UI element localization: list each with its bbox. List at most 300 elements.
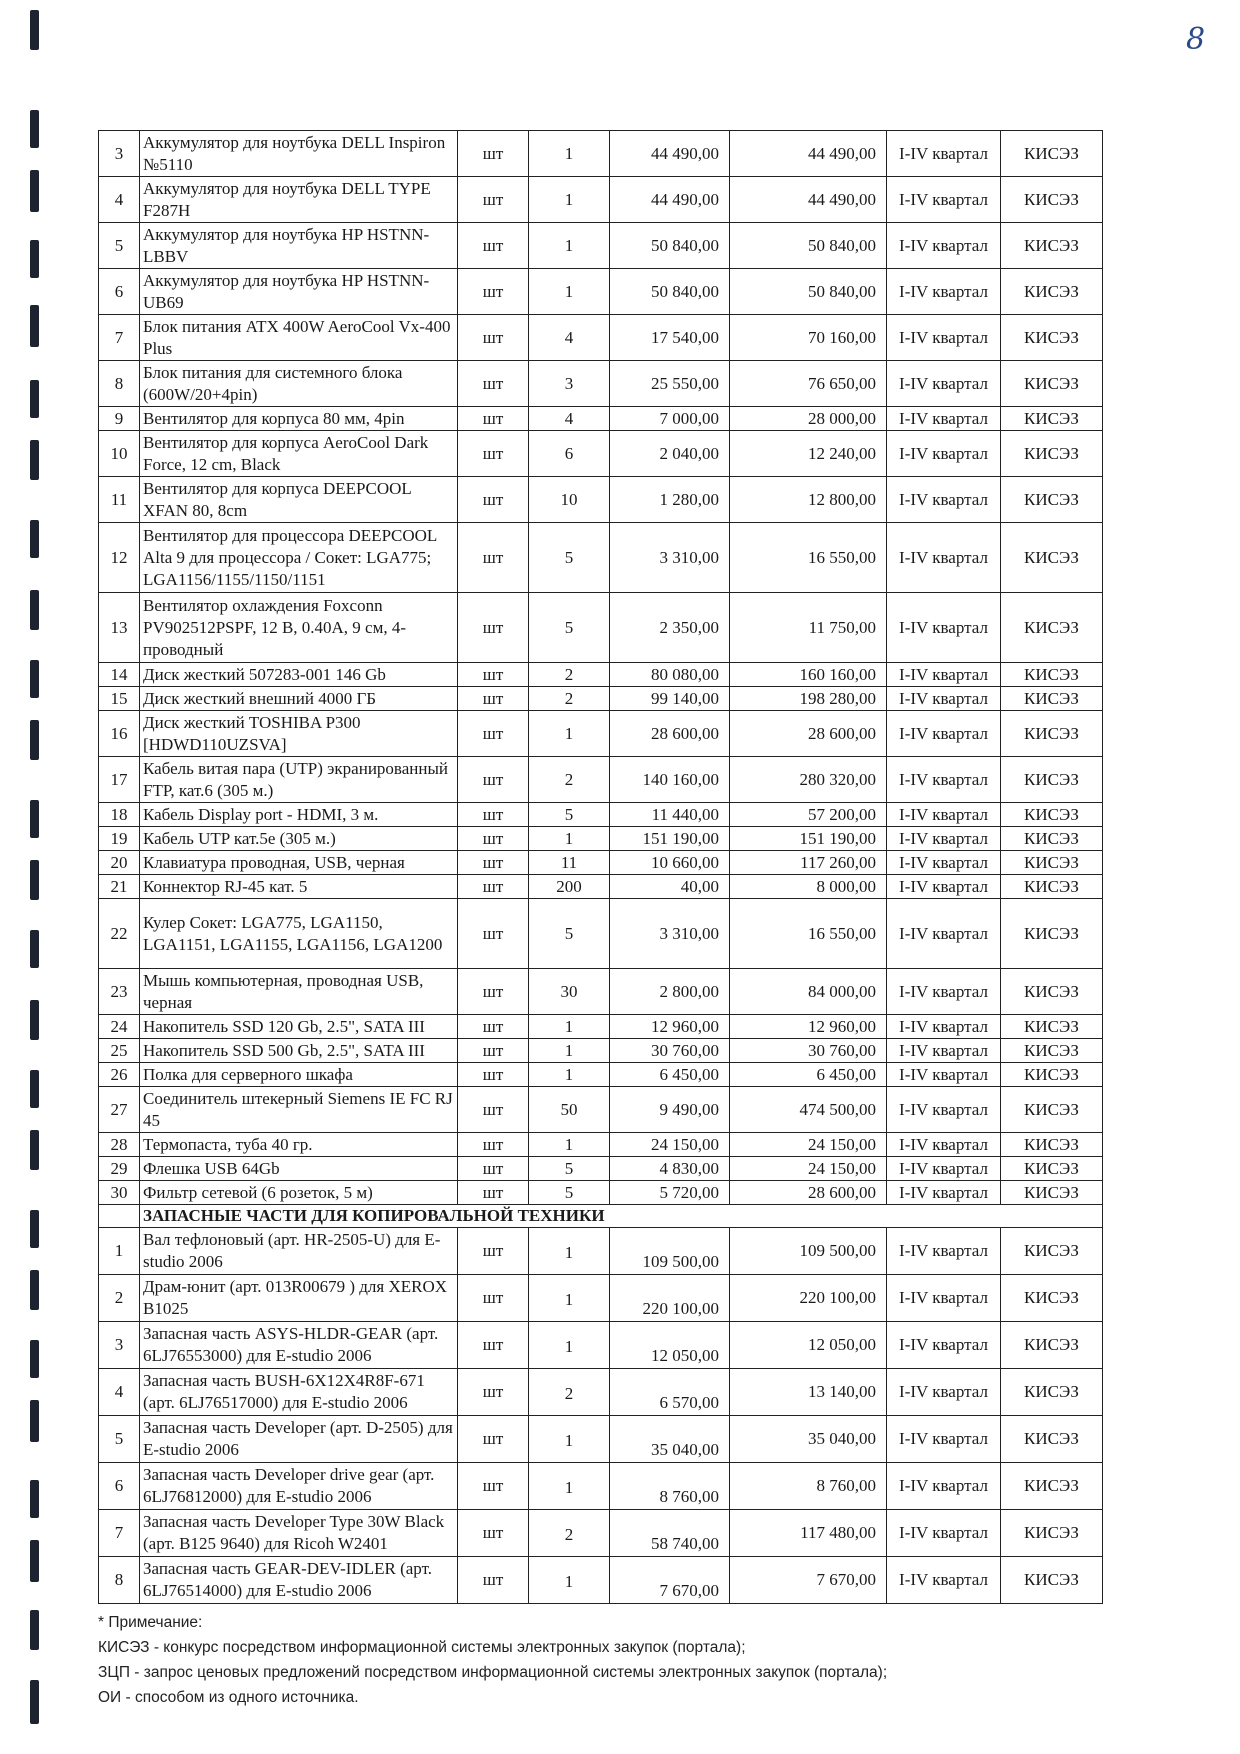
procurement-table [98, 130, 1103, 1604]
quantity-cell: 50 [529, 1087, 610, 1133]
total-amount-cell: 16 550,00 [730, 523, 887, 593]
item-name-cell: Накопитель SSD 500 Gb, 2.5", SATA III [140, 1039, 458, 1063]
unit-of-measure-cell: шт [458, 827, 529, 851]
total-amount-cell: 76 650,00 [730, 361, 887, 407]
unit-of-measure-cell: шт [458, 663, 529, 687]
unit-of-measure-cell: шт [458, 899, 529, 969]
unit-price-cell: 4 830,00 [610, 1157, 730, 1181]
total-amount-cell: 13 140,00 [730, 1369, 887, 1416]
section-row [99, 1205, 1103, 1228]
delivery-period-cell: I-IV квартал [887, 177, 1001, 223]
procurement-method-cell: КИСЭЗ [1001, 1463, 1103, 1510]
quantity-cell: 5 [529, 523, 610, 593]
procurement-method-cell: КИСЭЗ [1001, 407, 1103, 431]
item-name-cell: Фильтр сетевой (6 розеток, 5 м) [140, 1181, 458, 1205]
item-name-cell: Кабель Display port - HDMI, 3 м. [140, 803, 458, 827]
unit-price-cell: 220 100,00 [610, 1275, 730, 1322]
item-name-cell: Аккумулятор для ноутбука HP HSTNN-UB69 [140, 269, 458, 315]
quantity-cell: 1 [529, 1275, 610, 1322]
unit-of-measure-cell: шт [458, 593, 529, 663]
delivery-period-cell: I-IV квартал [887, 803, 1001, 827]
quantity-cell: 2 [529, 1510, 610, 1557]
table-row [99, 131, 1103, 177]
item-name-cell: Коннектор RJ-45 кат. 5 [140, 875, 458, 899]
item-name-cell: Блок питания для системного блока (600W/20+4pin) [140, 361, 458, 407]
delivery-period-cell: I-IV квартал [887, 523, 1001, 593]
unit-of-measure-cell: шт [458, 851, 529, 875]
delivery-period-cell: I-IV квартал [887, 875, 1001, 899]
total-amount-cell: 220 100,00 [730, 1275, 887, 1322]
total-amount-cell: 16 550,00 [730, 899, 887, 969]
unit-price-cell: 9 490,00 [610, 1087, 730, 1133]
quantity-cell: 5 [529, 593, 610, 663]
quantity-cell: 5 [529, 899, 610, 969]
quantity-cell: 1 [529, 1416, 610, 1463]
row-number-cell: 24 [99, 1015, 140, 1039]
unit-of-measure-cell: шт [458, 875, 529, 899]
total-amount-cell: 50 840,00 [730, 223, 887, 269]
table-row [99, 1557, 1103, 1604]
table-row [99, 1039, 1103, 1063]
unit-price-cell: 3 310,00 [610, 899, 730, 969]
item-name-cell: Аккумулятор для ноутбука HP HSTNN-LBBV [140, 223, 458, 269]
total-amount-cell: 280 320,00 [730, 757, 887, 803]
procurement-method-cell: КИСЭЗ [1001, 899, 1103, 969]
unit-of-measure-cell: шт [458, 223, 529, 269]
total-amount-cell: 198 280,00 [730, 687, 887, 711]
item-name-cell: Драм-юнит (арт. 013R00679 ) для XEROX B1025 [140, 1275, 458, 1322]
quantity-cell: 10 [529, 477, 610, 523]
delivery-period-cell: I-IV квартал [887, 223, 1001, 269]
delivery-period-cell: I-IV квартал [887, 1416, 1001, 1463]
binder-hole-mark [30, 930, 39, 968]
item-name-cell: Вентилятор охлаждения Foxconn PV902512PSPF, 12 В, 0.40А, 9 см, 4-проводный [140, 593, 458, 663]
item-name-cell: Термопаста, туба 40 гр. [140, 1133, 458, 1157]
unit-of-measure-cell: шт [458, 431, 529, 477]
quantity-cell: 4 [529, 315, 610, 361]
item-name-cell: Диск жесткий 507283-001 146 Gb [140, 663, 458, 687]
unit-of-measure-cell: шт [458, 1510, 529, 1557]
unit-of-measure-cell: шт [458, 1463, 529, 1510]
row-number-cell: 1 [99, 1228, 140, 1275]
table-row [99, 663, 1103, 687]
delivery-period-cell: I-IV квартал [887, 1087, 1001, 1133]
delivery-period-cell: I-IV квартал [887, 1557, 1001, 1604]
row-number-cell: 10 [99, 431, 140, 477]
table-row [99, 899, 1103, 969]
procurement-method-cell: КИСЭЗ [1001, 177, 1103, 223]
item-name-cell: Кабель UTP кат.5е (305 м.) [140, 827, 458, 851]
table-row [99, 269, 1103, 315]
item-name-cell: Запасная часть GEAR-DEV-IDLER (арт. 6LJ76514000) для E-studio 2006 [140, 1557, 458, 1604]
item-name-cell: Диск жесткий внешний 4000 ГБ [140, 687, 458, 711]
binder-hole-mark [30, 440, 39, 480]
table-row [99, 1157, 1103, 1181]
delivery-period-cell: I-IV квартал [887, 1157, 1001, 1181]
procurement-method-cell: КИСЭЗ [1001, 223, 1103, 269]
quantity-cell: 2 [529, 687, 610, 711]
item-name-cell: Запасная часть BUSH-6X12X4R8F-671 (арт. 6LJ76517000) для E-studio 2006 [140, 1369, 458, 1416]
row-number-cell: 13 [99, 593, 140, 663]
table-row [99, 523, 1103, 593]
item-name-cell: Блок питания ATX 400W AeroCool Vx-400 Plus [140, 315, 458, 361]
delivery-period-cell: I-IV квартал [887, 687, 1001, 711]
unit-of-measure-cell: шт [458, 1063, 529, 1087]
item-name-cell: Соединитель штекерный Siemens IE FC RJ 45 [140, 1087, 458, 1133]
total-amount-cell: 8 000,00 [730, 875, 887, 899]
procurement-method-cell: КИСЭЗ [1001, 1416, 1103, 1463]
table-row [99, 1228, 1103, 1275]
quantity-cell: 5 [529, 803, 610, 827]
procurement-method-cell: КИСЭЗ [1001, 1039, 1103, 1063]
delivery-period-cell: I-IV квартал [887, 827, 1001, 851]
row-number-cell: 27 [99, 1087, 140, 1133]
total-amount-cell: 11 750,00 [730, 593, 887, 663]
item-name-cell: Вал тефлоновый (арт. HR-2505-U) для E-studio 2006 [140, 1228, 458, 1275]
unit-price-cell: 5 720,00 [610, 1181, 730, 1205]
binder-hole-mark [30, 1340, 39, 1378]
procurement-table-wrapper [98, 130, 1102, 1604]
unit-of-measure-cell: шт [458, 1133, 529, 1157]
procurement-method-cell: КИСЭЗ [1001, 269, 1103, 315]
unit-of-measure-cell: шт [458, 1228, 529, 1275]
unit-of-measure-cell: шт [458, 969, 529, 1015]
quantity-cell: 1 [529, 177, 610, 223]
row-number-cell: 29 [99, 1157, 140, 1181]
row-number-cell: 28 [99, 1133, 140, 1157]
table-row [99, 1087, 1103, 1133]
row-number-cell: 17 [99, 757, 140, 803]
item-name-cell: Вентилятор для корпуса AeroCool Dark Force, 12 cm, Black [140, 431, 458, 477]
delivery-period-cell: I-IV квартал [887, 969, 1001, 1015]
delivery-period-cell: I-IV квартал [887, 899, 1001, 969]
unit-price-cell: 6 570,00 [610, 1369, 730, 1416]
total-amount-cell: 44 490,00 [730, 177, 887, 223]
table-row [99, 593, 1103, 663]
delivery-period-cell: I-IV квартал [887, 711, 1001, 757]
row-number-cell: 21 [99, 875, 140, 899]
procurement-method-cell: КИСЭЗ [1001, 711, 1103, 757]
binder-hole-mark [30, 1130, 39, 1170]
delivery-period-cell: I-IV квартал [887, 1015, 1001, 1039]
row-number-cell: 4 [99, 1369, 140, 1416]
procurement-method-cell: КИСЭЗ [1001, 827, 1103, 851]
table-row [99, 757, 1103, 803]
unit-of-measure-cell: шт [458, 711, 529, 757]
item-name-cell: Накопитель SSD 120 Gb, 2.5", SATA III [140, 1015, 458, 1039]
delivery-period-cell: I-IV квартал [887, 361, 1001, 407]
total-amount-cell: 12 240,00 [730, 431, 887, 477]
table-row [99, 315, 1103, 361]
total-amount-cell: 12 050,00 [730, 1322, 887, 1369]
section-title: ЗАПАСНЫЕ ЧАСТИ ДЛЯ КОПИРОВАЛЬНОЙ ТЕХНИКИ [140, 1205, 1103, 1228]
unit-price-cell: 8 760,00 [610, 1463, 730, 1510]
unit-price-cell: 44 490,00 [610, 131, 730, 177]
quantity-cell: 1 [529, 827, 610, 851]
row-number-cell: 6 [99, 1463, 140, 1510]
note-line: КИСЭЗ - конкурс посредством информационной системы электронных закупок (портала); [98, 1639, 746, 1656]
total-amount-cell: 8 760,00 [730, 1463, 887, 1510]
unit-price-cell: 7 000,00 [610, 407, 730, 431]
procurement-method-cell: КИСЭЗ [1001, 1063, 1103, 1087]
total-amount-cell: 24 150,00 [730, 1133, 887, 1157]
table-row [99, 223, 1103, 269]
quantity-cell: 2 [529, 757, 610, 803]
table-row [99, 1416, 1103, 1463]
unit-of-measure-cell: шт [458, 269, 529, 315]
quantity-cell: 3 [529, 361, 610, 407]
row-number-cell: 16 [99, 711, 140, 757]
procurement-method-cell: КИСЭЗ [1001, 687, 1103, 711]
procurement-method-cell: КИСЭЗ [1001, 1133, 1103, 1157]
row-number-cell: 19 [99, 827, 140, 851]
row-number-cell: 9 [99, 407, 140, 431]
unit-price-cell: 10 660,00 [610, 851, 730, 875]
procurement-method-cell: КИСЭЗ [1001, 663, 1103, 687]
binder-hole-mark [30, 1000, 39, 1040]
item-name-cell: Запасная часть Developer Type 30W Black (арт. B125 9640) для Ricoh W2401 [140, 1510, 458, 1557]
unit-of-measure-cell: шт [458, 803, 529, 827]
total-amount-cell: 70 160,00 [730, 315, 887, 361]
total-amount-cell: 117 260,00 [730, 851, 887, 875]
binder-hole-mark [30, 1270, 39, 1310]
delivery-period-cell: I-IV квартал [887, 1369, 1001, 1416]
row-number-cell: 30 [99, 1181, 140, 1205]
delivery-period-cell: I-IV квартал [887, 1039, 1001, 1063]
item-name-cell: Запасная часть Developer drive gear (арт. 6LJ76812000) для E-studio 2006 [140, 1463, 458, 1510]
delivery-period-cell: I-IV квартал [887, 1510, 1001, 1557]
delivery-period-cell: I-IV квартал [887, 1063, 1001, 1087]
unit-of-measure-cell: шт [458, 1087, 529, 1133]
procurement-method-cell: КИСЭЗ [1001, 1015, 1103, 1039]
table-row [99, 1133, 1103, 1157]
binder-hole-mark [30, 1210, 39, 1248]
section-empty-cell [99, 1205, 140, 1228]
item-name-cell: Запасная часть Developer (арт. D-2505) для E-studio 2006 [140, 1416, 458, 1463]
unit-price-cell: 6 450,00 [610, 1063, 730, 1087]
unit-price-cell: 3 310,00 [610, 523, 730, 593]
procurement-method-cell: КИСЭЗ [1001, 131, 1103, 177]
unit-of-measure-cell: шт [458, 687, 529, 711]
binder-hole-mark [30, 590, 39, 630]
binder-hole-mark [30, 1610, 39, 1650]
procurement-method-cell: КИСЭЗ [1001, 593, 1103, 663]
unit-of-measure-cell: шт [458, 757, 529, 803]
table-row [99, 1369, 1103, 1416]
delivery-period-cell: I-IV квартал [887, 131, 1001, 177]
item-name-cell: Вентилятор для корпуса 80 мм, 4pin [140, 407, 458, 431]
delivery-period-cell: I-IV квартал [887, 1228, 1001, 1275]
procurement-method-cell: КИСЭЗ [1001, 431, 1103, 477]
unit-price-cell: 44 490,00 [610, 177, 730, 223]
unit-price-cell: 58 740,00 [610, 1510, 730, 1557]
row-number-cell: 8 [99, 361, 140, 407]
delivery-period-cell: I-IV квартал [887, 851, 1001, 875]
procurement-method-cell: КИСЭЗ [1001, 757, 1103, 803]
item-name-cell: Флешка USB 64Gb [140, 1157, 458, 1181]
binder-hole-mark [30, 1400, 39, 1442]
row-number-cell: 7 [99, 315, 140, 361]
binder-hole-mark [30, 1480, 39, 1518]
row-number-cell: 3 [99, 131, 140, 177]
unit-price-cell: 80 080,00 [610, 663, 730, 687]
note-line: ЗЦП - запрос ценовых предложений посредством информационной системы электронных закупок (портала); [98, 1664, 888, 1681]
table-row [99, 711, 1103, 757]
row-number-cell: 15 [99, 687, 140, 711]
delivery-period-cell: I-IV квартал [887, 1181, 1001, 1205]
total-amount-cell: 28 600,00 [730, 1181, 887, 1205]
delivery-period-cell: I-IV квартал [887, 269, 1001, 315]
quantity-cell: 2 [529, 1369, 610, 1416]
row-number-cell: 23 [99, 969, 140, 1015]
unit-of-measure-cell: шт [458, 1181, 529, 1205]
unit-price-cell: 50 840,00 [610, 269, 730, 315]
item-name-cell: Мышь компьютерная, проводная USB, черная [140, 969, 458, 1015]
row-number-cell: 5 [99, 1416, 140, 1463]
procurement-method-cell: КИСЭЗ [1001, 1275, 1103, 1322]
delivery-period-cell: I-IV квартал [887, 407, 1001, 431]
item-name-cell: Аккумулятор для ноутбука DELL TYPE F287H [140, 177, 458, 223]
unit-price-cell: 12 960,00 [610, 1015, 730, 1039]
quantity-cell: 1 [529, 1039, 610, 1063]
unit-price-cell: 25 550,00 [610, 361, 730, 407]
binder-hole-mark [30, 520, 39, 558]
procurement-method-cell: КИСЭЗ [1001, 1510, 1103, 1557]
binder-strip [0, 0, 56, 1754]
quantity-cell: 5 [529, 1157, 610, 1181]
procurement-method-cell: КИСЭЗ [1001, 1228, 1103, 1275]
procurement-method-cell: КИСЭЗ [1001, 315, 1103, 361]
delivery-period-cell: I-IV квартал [887, 1463, 1001, 1510]
total-amount-cell: 12 800,00 [730, 477, 887, 523]
delivery-period-cell: I-IV квартал [887, 477, 1001, 523]
item-name-cell: Полка для серверного шкафа [140, 1063, 458, 1087]
binder-hole-mark [30, 240, 39, 278]
item-name-cell: Аккумулятор для ноутбука DELL Inspiron №5110 [140, 131, 458, 177]
unit-of-measure-cell: шт [458, 1015, 529, 1039]
unit-price-cell: 1 280,00 [610, 477, 730, 523]
procurement-method-cell: КИСЭЗ [1001, 1157, 1103, 1181]
unit-price-cell: 99 140,00 [610, 687, 730, 711]
total-amount-cell: 7 670,00 [730, 1557, 887, 1604]
quantity-cell: 1 [529, 1557, 610, 1604]
unit-price-cell: 2 800,00 [610, 969, 730, 1015]
total-amount-cell: 28 000,00 [730, 407, 887, 431]
unit-of-measure-cell: шт [458, 523, 529, 593]
delivery-period-cell: I-IV квартал [887, 1322, 1001, 1369]
item-name-cell: Диск жесткий TOSHIBA P300 [HDWD110UZSVA] [140, 711, 458, 757]
quantity-cell: 30 [529, 969, 610, 1015]
item-name-cell: Вентилятор для процессора DEEPCOOL Alta 9 для процессора / Сокет: LGA775; LGA1156/1155/1150/1151 [140, 523, 458, 593]
binder-hole-mark [30, 1070, 39, 1108]
quantity-cell: 11 [529, 851, 610, 875]
unit-price-cell: 30 760,00 [610, 1039, 730, 1063]
binder-hole-mark [30, 860, 39, 900]
row-number-cell: 18 [99, 803, 140, 827]
binder-hole-mark [30, 800, 39, 838]
procurement-method-cell: КИСЭЗ [1001, 477, 1103, 523]
quantity-cell: 1 [529, 223, 610, 269]
total-amount-cell: 109 500,00 [730, 1228, 887, 1275]
procurement-method-cell: КИСЭЗ [1001, 875, 1103, 899]
row-number-cell: 3 [99, 1322, 140, 1369]
delivery-period-cell: I-IV квартал [887, 1133, 1001, 1157]
unit-price-cell: 24 150,00 [610, 1133, 730, 1157]
unit-price-cell: 140 160,00 [610, 757, 730, 803]
row-number-cell: 14 [99, 663, 140, 687]
binder-hole-mark [30, 660, 39, 698]
total-amount-cell: 50 840,00 [730, 269, 887, 315]
table-row [99, 1181, 1103, 1205]
unit-of-measure-cell: шт [458, 1322, 529, 1369]
table-row [99, 851, 1103, 875]
unit-price-cell: 2 350,00 [610, 593, 730, 663]
quantity-cell: 2 [529, 663, 610, 687]
delivery-period-cell: I-IV квартал [887, 593, 1001, 663]
table-row [99, 1275, 1103, 1322]
unit-price-cell: 2 040,00 [610, 431, 730, 477]
table-row [99, 803, 1103, 827]
unit-price-cell: 28 600,00 [610, 711, 730, 757]
binder-hole-mark [30, 1540, 39, 1582]
procurement-method-cell: КИСЭЗ [1001, 523, 1103, 593]
quantity-cell: 4 [529, 407, 610, 431]
total-amount-cell: 474 500,00 [730, 1087, 887, 1133]
unit-price-cell: 17 540,00 [610, 315, 730, 361]
unit-price-cell: 40,00 [610, 875, 730, 899]
unit-of-measure-cell: шт [458, 477, 529, 523]
row-number-cell: 7 [99, 1510, 140, 1557]
item-name-cell: Запасная часть ASYS-HLDR-GEAR (арт. 6LJ76553000) для E-studio 2006 [140, 1322, 458, 1369]
table-row [99, 177, 1103, 223]
quantity-cell: 1 [529, 1133, 610, 1157]
procurement-method-cell: КИСЭЗ [1001, 1181, 1103, 1205]
procurement-method-cell: КИСЭЗ [1001, 1557, 1103, 1604]
total-amount-cell: 117 480,00 [730, 1510, 887, 1557]
unit-of-measure-cell: шт [458, 407, 529, 431]
binder-hole-mark [30, 10, 39, 50]
notes [98, 1614, 1198, 1710]
unit-of-measure-cell: шт [458, 131, 529, 177]
procurement-method-cell: КИСЭЗ [1001, 803, 1103, 827]
unit-price-cell: 12 050,00 [610, 1322, 730, 1369]
total-amount-cell: 30 760,00 [730, 1039, 887, 1063]
item-name-cell: Кулер Сокет: LGA775, LGA1150, LGA1151, LGA1155, LGA1156, LGA1200 [140, 899, 458, 969]
row-number-cell: 25 [99, 1039, 140, 1063]
procurement-method-cell: КИСЭЗ [1001, 969, 1103, 1015]
row-number-cell: 11 [99, 477, 140, 523]
binder-hole-mark [30, 170, 39, 212]
quantity-cell: 1 [529, 711, 610, 757]
unit-of-measure-cell: шт [458, 1416, 529, 1463]
row-number-cell: 22 [99, 899, 140, 969]
delivery-period-cell: I-IV квартал [887, 663, 1001, 687]
table-row [99, 1063, 1103, 1087]
delivery-period-cell: I-IV квартал [887, 315, 1001, 361]
quantity-cell: 1 [529, 1322, 610, 1369]
row-number-cell: 4 [99, 177, 140, 223]
unit-price-cell: 109 500,00 [610, 1228, 730, 1275]
row-number-cell: 26 [99, 1063, 140, 1087]
item-name-cell: Вентилятор для корпуса DEEPCOOL XFAN 80, 8cm [140, 477, 458, 523]
binder-hole-mark [30, 380, 39, 418]
unit-of-measure-cell: шт [458, 1275, 529, 1322]
quantity-cell: 200 [529, 875, 610, 899]
total-amount-cell: 24 150,00 [730, 1157, 887, 1181]
table-row [99, 1015, 1103, 1039]
table-row [99, 1463, 1103, 1510]
total-amount-cell: 151 190,00 [730, 827, 887, 851]
